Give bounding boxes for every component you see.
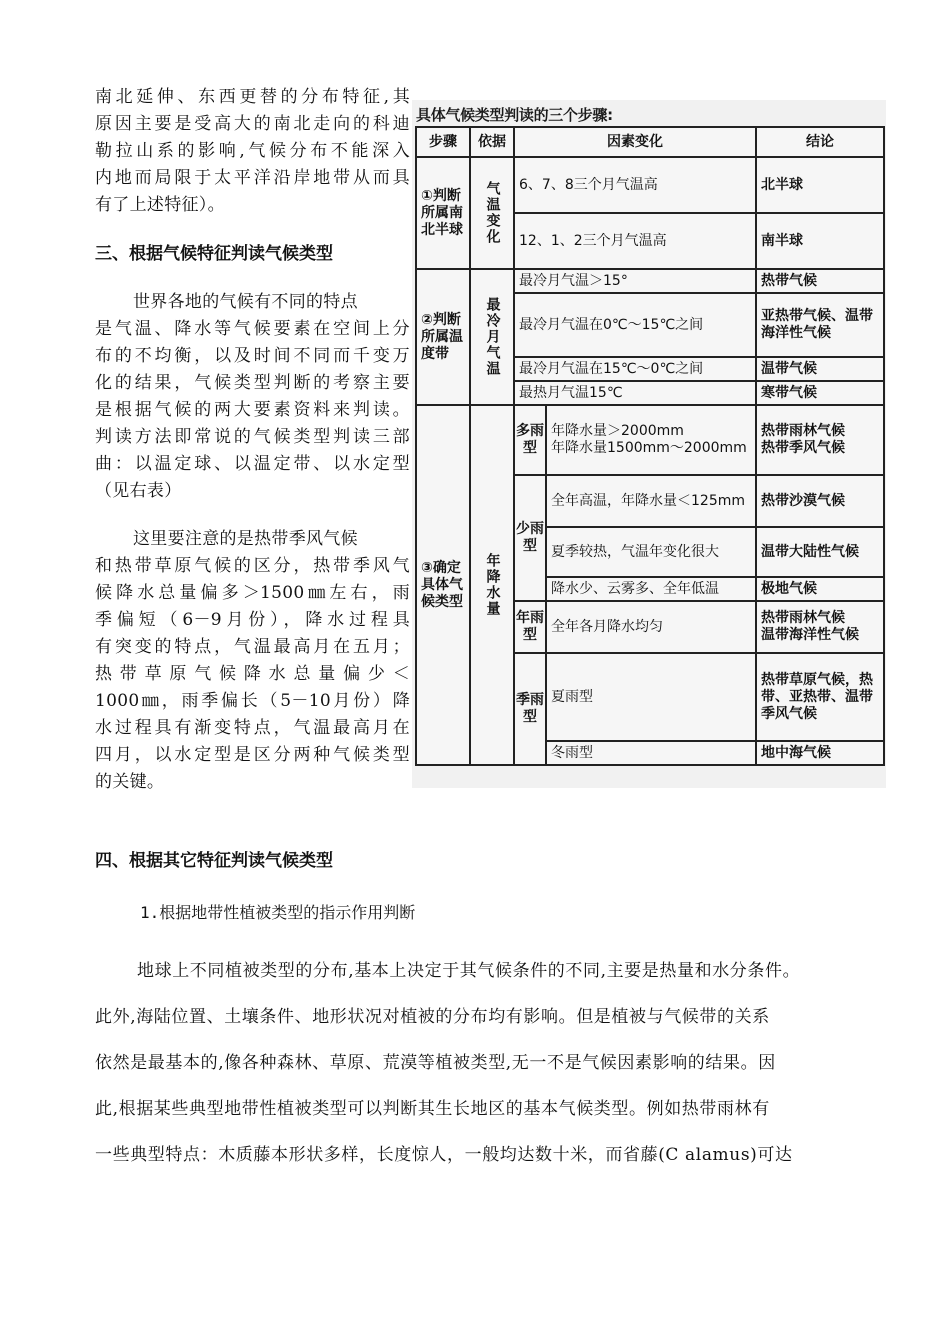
text-line: 是气温、降水等气候要素在空间上分 [95,319,410,339]
result-cell: 热带雨林气候 温带海洋性气候 [756,601,884,653]
result-cell: 热带气候 [756,269,884,293]
rain-type-cell: 季雨型 [514,653,546,765]
header-result: 结论 [756,127,884,157]
step-cell: ①判断所属南北半球 [416,157,470,269]
text-line: 此外,海陆位置、土壤条件、地形状况对植被的分布均有影响。但是植被与气候带的关系 [95,1007,770,1027]
text-line: 勒拉山系的影响,气候分布不能深入 [95,141,410,161]
text-line: 季偏短（6－9月份），降水过程具 [95,610,410,630]
text-line: 这里要注意的是热带季风气候 [133,529,358,549]
factor-cell: 年降水量＞2000mm 年降水量1500mm～2000mm [546,405,756,475]
factor-cell: 最冷月气温＞15° [514,269,756,293]
basis-cell: 年降水量 [470,405,514,765]
table-title: 具体气候类型判读的三个步骤: [416,106,613,124]
text-line: 1000㎜，雨季偏长（5－10月份）降 [95,691,410,711]
sub-heading: 1.根据地带性植被类型的指示作用判断 [140,903,416,922]
step-cell: ②判断所属温度带 [416,269,470,405]
factor-cell: 最冷月气温在0℃～15℃之间 [514,293,756,357]
step-cell: ③确定具体气候类型 [416,405,470,765]
factor-cell: 12、1、2三个月气温高 [514,213,756,269]
text-line: 曲：以温定球、以温定带、以水定型 [95,454,410,474]
factor-cell: 全年各月降水均匀 [546,601,756,653]
body-paragraph [95,958,895,1188]
factor-cell: 全年高温，年降水量＜125mm [546,475,756,527]
text-line: 四月，以水定型是区分两种气候类型 [95,745,410,765]
text-line: 原因主要是受高大的南北走向的科迪 [95,114,410,134]
text-line: 有了上述特征）。 [95,195,225,215]
section-heading-4: 四、根据其它特征判读气候类型 [95,851,333,871]
climate-table-figure [412,100,886,788]
result-cell: 地中海气候 [756,741,884,765]
text-line: 有突变的特点，气温最高月在五月； [95,637,410,657]
table-row [416,157,884,213]
rain-type-cell: 少雨型 [514,475,546,601]
text-line: 南北延伸、东西更替的分布特征,其 [95,87,410,107]
text-line: 一些典型特点：木质藤本形状多样，长度惊人，一般均达数十米，而省藤(C alamus)可达 [95,1145,793,1165]
section-heading-3: 三、根据气候特征判读气候类型 [95,244,333,264]
factor-cell: 夏雨型 [546,653,756,741]
table-row [416,269,884,293]
text-line: 布的不均衡，以及时间不同而千变万 [95,346,410,366]
rain-type-cell: 多雨型 [514,405,546,475]
text-line: 此,根据某些典型地带性植被类型可以判断其生长地区的基本气候类型。例如热带雨林有 [95,1099,770,1119]
header-step: 步骤 [416,127,470,157]
result-cell: 亚热带气候、温带海洋性气候 [756,293,884,357]
table-header-row [416,127,884,157]
text-line: 世界各地的气候有不同的特点 [133,292,358,312]
basis-cell: 最冷月气温 [470,269,514,405]
result-cell: 温带气候 [756,357,884,381]
text-line: 内地而局限于太平洋沿岸地带从而具 [95,168,410,188]
factor-cell: 最冷月气温在15℃～0℃之间 [514,357,756,381]
text-line: 依然是最基本的,像各种森林、草原、荒漠等植被类型,无一不是气候因素影响的结果。因 [95,1053,776,1073]
result-cell: 南半球 [756,213,884,269]
text-line: 热带草原气候降水总量偏少＜ [95,664,410,684]
result-cell: 热带雨林气候 热带季风气候 [756,405,884,475]
result-cell: 寒带气候 [756,381,884,405]
text-line: 判读方法即常说的气候类型判读三部 [95,427,410,447]
factor-cell: 最热月气温15℃ [514,381,756,405]
factor-cell: 夏季较热，气温年变化很大 [546,527,756,577]
left-column [95,84,410,796]
text-line: 是根据气候的两大要素资料来判读。 [95,400,410,420]
text-line: 水过程具有渐变特点，气温最高月在 [95,718,410,738]
header-basis: 依据 [470,127,514,157]
text-line: 候降水总量偏多＞1500㎜左右，雨 [95,583,410,603]
result-cell: 温带大陆性气候 [756,527,884,577]
text-line: 化的结果，气候类型判断的考察主要 [95,373,410,393]
text-line: 的关键。 [95,772,165,792]
result-cell: 北半球 [756,157,884,213]
basis-cell: 气温变化 [470,157,514,269]
text-line: 和热带草原气候的区分，热带季风气 [95,556,410,576]
table-row [416,405,884,475]
result-cell: 热带草原气候，热带、亚热带、温带季风气候 [756,653,884,741]
result-cell: 热带沙漠气候 [756,475,884,527]
climate-type-table [415,126,885,766]
rain-type-cell: 年雨型 [514,601,546,653]
result-cell: 极地气候 [756,577,884,601]
factor-cell: 冬雨型 [546,741,756,765]
header-factor: 因素变化 [514,127,756,157]
factor-cell: 6、7、8三个月气温高 [514,157,756,213]
text-line: （见右表） [95,481,182,501]
text-line: 地球上不同植被类型的分布,基本上决定于其气候条件的不同,主要是热量和水分条件。 [137,961,801,981]
factor-cell: 降水少、云雾多、全年低温 [546,577,756,601]
